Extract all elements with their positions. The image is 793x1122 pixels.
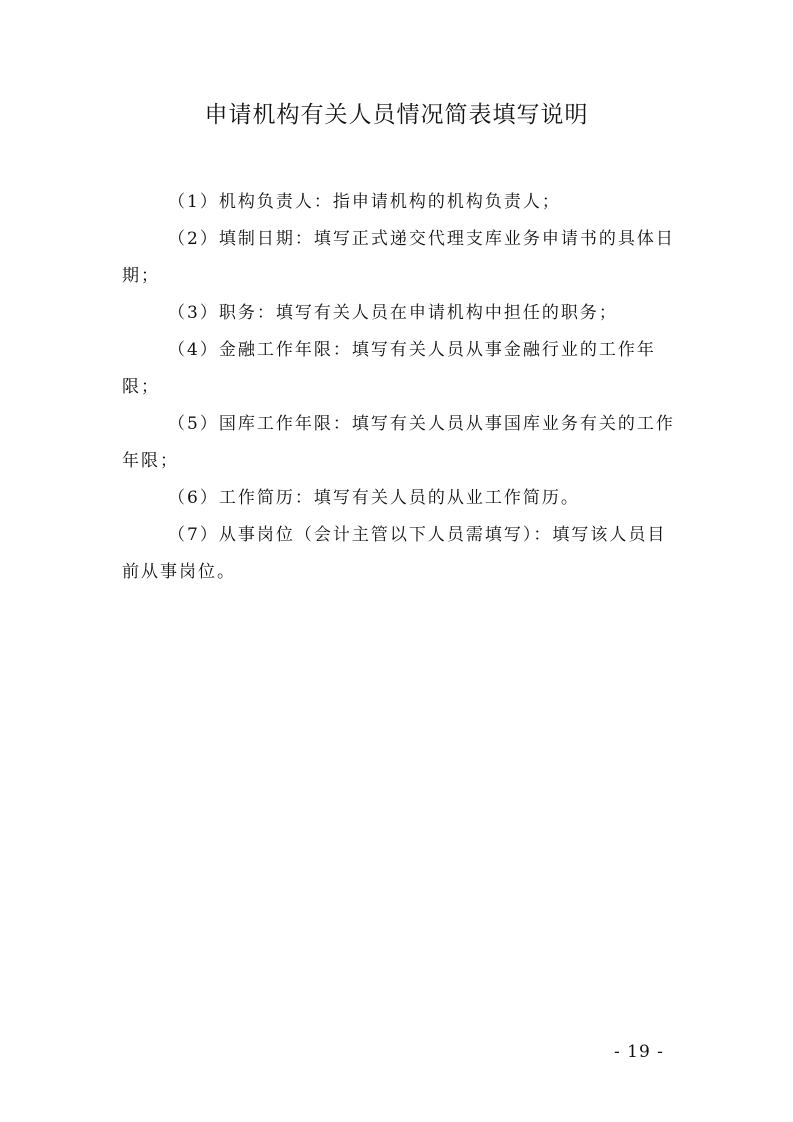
instruction-item-6: （6）工作简历：填写有关人员的从业工作简历。 <box>168 488 580 508</box>
instruction-item-7: （7）从事岗位（会计主管以下人员需填写）：填写该人员目前从事岗位。 <box>122 525 667 582</box>
instruction-item-5: （5）国库工作年限：填写有关人员从事国库业务有关的工作年限； <box>122 414 675 471</box>
page-number: - 19 - <box>614 1042 664 1062</box>
instruction-item-3: （3）职务：填写有关人员在申请机构中担任的职务； <box>168 303 618 323</box>
instruction-item-4: （4）金融工作年限：填写有关人员从事金融行业的工作年限； <box>122 340 656 397</box>
instructions-body <box>122 184 682 591</box>
instruction-item-1: （1）机构负责人：指申请机构的机构负责人； <box>168 192 561 212</box>
page-title: 申请机构有关人员情况简表填写说明 <box>204 102 589 128</box>
instruction-item-2: （2）填制日期：填写正式递交代理支库业务申请书的具体日期； <box>122 229 675 286</box>
